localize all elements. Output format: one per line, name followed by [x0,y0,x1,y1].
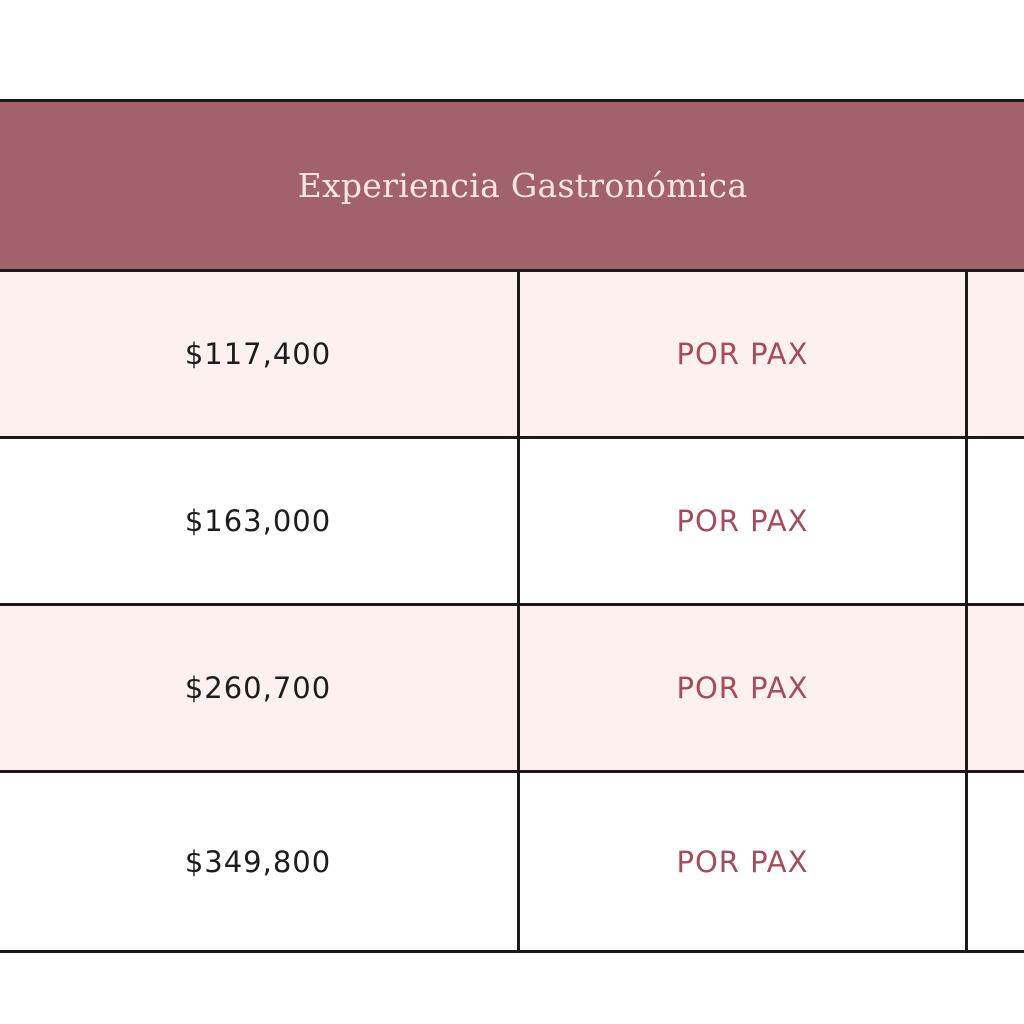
unit-label: POR PAX [676,844,809,879]
price-table [0,99,1024,953]
extra-cell [968,773,1024,950]
table-row [0,606,1024,773]
unit-label: POR PAX [676,671,809,705]
unit-label: POR PAX [676,337,809,371]
unit-label: POR PAX [676,504,809,538]
unit-cell [520,272,968,436]
table-row [0,773,1024,953]
price-cell [0,272,520,436]
unit-cell [520,773,968,950]
unit-cell [520,439,968,603]
extra-cell [968,272,1024,436]
unit-cell [520,606,968,770]
price-value: $117,400 [184,337,332,371]
table-header [0,102,1024,272]
price-value: $260,700 [184,671,332,705]
table-row [0,272,1024,439]
price-cell [0,773,520,950]
price-value: $163,000 [184,504,332,538]
price-cell [0,439,520,603]
price-cell [0,606,520,770]
table-title: Experiencia Gastronómica [297,166,748,205]
extra-cell [968,439,1024,603]
price-value: $349,800 [184,844,332,879]
table-row [0,439,1024,606]
extra-cell [968,606,1024,770]
